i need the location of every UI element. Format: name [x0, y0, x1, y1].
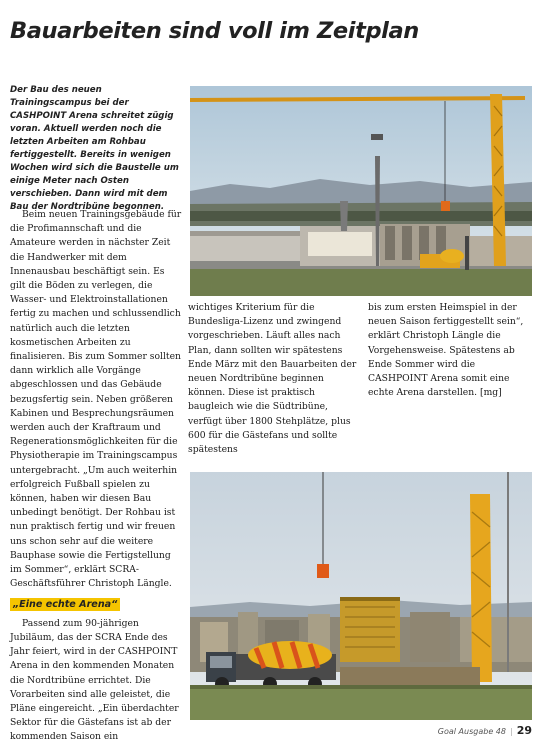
body-paragraph: bis zum ersten Heimspiel in der neuen Saison fertiggestellt sein“, erklärt Christoph Längle die Vorgehensweise. Spätestens ab Ende Sommer wird die CASHPOINT Arena somit eine echte Arena darstellen. [mg]	[368, 302, 524, 399]
page-footer	[438, 724, 532, 737]
construction-photo-bottom	[190, 472, 532, 720]
body-paragraph: Beim neuen Trainingsgebäude für die Profimannschaft und die Amateure werden in nächster Zeit die Handwerker mit dem Innenausbau beschäftigt sein. Es gilt die Böden zu verlegen, die Wasser- und Elektroinstallationen fertig zu machen und schlussendlich natürlich auch die letzten kosmetischen Arbeiten zu finalisieren. Bis zum Sommer sollten dann wirklich alle Vorgänge abgeschlossen und das Gebäude bezugsfertig sein. Neben größeren Kabinen und Besprechungsräumen werden auch der Kraftraum und Regenerationsmöglichkeiten für die Physiotherapie im Trainingscampus untergebracht. „Um auch weiterhin erfolgreich Fußball spielen zu können, haben wir diesen Bau unbedingt benötigt. Der Rohbau ist nun praktisch fertig und wir freuen uns schon sehr auf die weitere Bauphase sowie die Fertigstellung im Sommer“, erklärt SCRA-Geschäftsführer Christoph Längle.	[10, 209, 182, 590]
headline: Bauarbeiten sind voll im Zeitplan	[10, 18, 419, 44]
lead-paragraph: Der Bau des neuen Trainingscampus bei der CASHPOINT Arena schreitet zügig voran. Aktuell werden noch die letzten Arbeiten am Rohbau fertiggestellt. Bereits in wenigen Wochen wird sich die Baustelle um einige Meter nach Osten verschieben. Dann wird mit dem Bau der Nordtribüne begonnen.	[10, 85, 179, 212]
body-paragraph: Passend zum 90-jährigen Jubiläum, das der SCRA Ende des Jahr feiert, wird in der CASHPOINT Arena in den kommenden Monaten die Nordtribüne errichtet. Die Vorarbeiten sind alle geleistet, die Pläne eingereicht. „Ein überdachter Sektor für die Gästefans ist ab der kommenden Saison ein	[10, 617, 179, 743]
body-paragraph: wichtiges Kriterium für die Bundesliga-Lizenz und zwingend vorgeschrieben. Läuft alles nach Plan, dann sollten wir spätestens Ende März mit den Bauarbeiten der neuen Nordtribüne beginnen können. Diese ist praktisch baugleich wie die Südtribüne, verfügt über 1800 Stehplätze, plus 600 für die Gästefans und sollte spätestens	[188, 302, 357, 456]
subheading-label: „Eine echte Arena“	[10, 598, 120, 611]
column-1	[10, 208, 182, 745]
footer-separator: |	[509, 727, 513, 736]
column-2	[188, 301, 360, 457]
publication-name: Goal Ausgabe 48	[437, 727, 506, 736]
subheading	[10, 598, 182, 612]
construction-photo-top	[190, 86, 532, 296]
page-number: 29	[516, 724, 532, 737]
column-3	[368, 301, 534, 400]
